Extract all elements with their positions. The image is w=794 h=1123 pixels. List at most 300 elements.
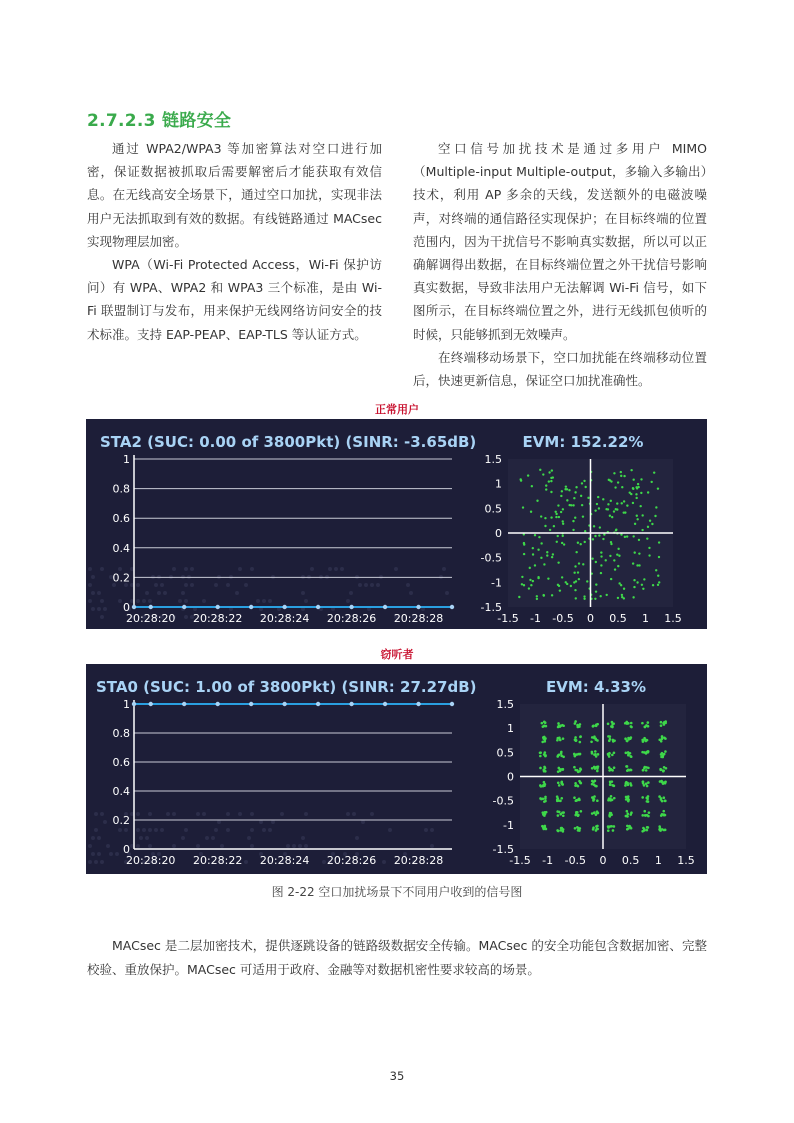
constellation-point xyxy=(607,753,610,756)
constellation-point xyxy=(620,471,622,473)
constellation-point xyxy=(583,595,585,597)
y-tick-label: 0 xyxy=(123,601,130,614)
texture-dot xyxy=(235,591,239,595)
texture-dot xyxy=(382,860,386,864)
texture-dot xyxy=(370,583,374,587)
data-point xyxy=(282,702,286,706)
paragraph: 空口信号加扰技术是通过多用户 MIMO（Multiple-input Multiple-output，多输入多输出）技术，利用 AP 多余的天线，发送额外的电磁波噪声，对终端的通信路径实现保护；在目标终端的位置范围内，因为干扰信号不影响真实数据，所以可以正确解调得出数据，在目标终端位置之外干扰信号影响真实数据，导致非法用户无法解调 Wi-Fi 信号，如下图所示，在目标终端位置之外，进行无线抓包侦听的时候，只能够抓到无效噪声。 xyxy=(413,141,707,342)
constellation-point xyxy=(610,795,613,798)
y-tick-label: -1.5 xyxy=(480,601,502,614)
x-tick-label: -1 xyxy=(530,612,541,625)
texture-dot xyxy=(280,812,284,816)
constellation-point xyxy=(650,481,652,483)
constellation-point xyxy=(613,472,615,474)
constellation-point xyxy=(630,469,632,471)
constellation-point xyxy=(616,502,618,504)
x-tick-label: 20:28:24 xyxy=(259,612,310,625)
constellation-point xyxy=(630,725,633,728)
constellation-point xyxy=(573,766,576,769)
constellation-point xyxy=(629,491,631,493)
constellation-point xyxy=(536,595,538,597)
constellation-point xyxy=(623,475,625,477)
constellation-point xyxy=(602,498,604,500)
constellation-point xyxy=(594,535,596,537)
constellation-point xyxy=(556,829,559,832)
texture-dot xyxy=(100,599,104,603)
constellation-point xyxy=(544,525,546,527)
texture-dot xyxy=(94,828,98,832)
texture-dot xyxy=(118,599,122,603)
constellation-point xyxy=(581,504,583,506)
data-point xyxy=(450,702,454,706)
texture-dot xyxy=(238,567,242,571)
constellation-point xyxy=(649,520,651,522)
texture-dot xyxy=(424,828,428,832)
texture-dot xyxy=(292,844,296,848)
texture-dot xyxy=(328,567,332,571)
texture-dot xyxy=(202,599,206,603)
constellation-point xyxy=(621,486,623,488)
constellation-point xyxy=(563,543,565,545)
x-tick-label: -1 xyxy=(542,854,554,867)
constellation-point xyxy=(529,579,531,581)
constellation-point xyxy=(640,492,642,494)
texture-dot xyxy=(157,591,161,595)
constellation-point xyxy=(648,811,651,814)
constellation-point xyxy=(617,548,619,550)
constellation-point xyxy=(630,755,633,758)
constellation-point xyxy=(623,588,625,590)
constellation-point xyxy=(647,526,649,528)
constellation-point xyxy=(645,724,648,727)
texture-dot xyxy=(148,812,152,816)
x-tick-label: 20:28:20 xyxy=(126,854,176,867)
constellation-point xyxy=(543,766,546,769)
constellation-point xyxy=(560,797,563,800)
constellation-point xyxy=(577,542,579,544)
constellation-point xyxy=(550,491,552,493)
constellation-point xyxy=(562,737,565,740)
constellation-point xyxy=(626,739,629,742)
texture-dot xyxy=(388,828,392,832)
texture-dot xyxy=(160,828,164,832)
constellation-point xyxy=(584,541,586,543)
constellation-point xyxy=(539,469,541,471)
texture-dot xyxy=(442,567,446,571)
paragraph: 通过 WPA2/WPA3 等加密算法对空口进行加密，保证数据被抓取后需要解密后才能获取有效信息。在无线高安全场景下，通过空口加扰，实现非法用户无法抓取到有效的数据。有线链路通过 MACsec 实现物理层加密。 xyxy=(87,141,382,249)
constellation-point xyxy=(636,518,638,520)
constellation-point xyxy=(639,505,641,507)
constellation-point xyxy=(582,515,584,517)
texture-dot xyxy=(154,828,158,832)
texture-dot xyxy=(142,599,146,603)
chart-title: EVM: 152.22% xyxy=(522,433,644,451)
constellation-point xyxy=(663,736,666,739)
y-tick-label: 0.4 xyxy=(112,785,130,798)
constellation-point xyxy=(539,767,542,770)
data-point xyxy=(383,605,387,609)
texture-dot xyxy=(154,583,158,587)
constellation-point xyxy=(655,506,657,508)
chart-title: EVM: 4.33% xyxy=(545,678,647,696)
constellation-point xyxy=(594,737,597,740)
texture-dot xyxy=(352,812,356,816)
texture-dot xyxy=(148,844,152,848)
x-tick-label: 20:28:22 xyxy=(192,854,243,867)
y-tick-label: 1 xyxy=(507,722,514,736)
constellation-point xyxy=(540,557,542,559)
x-tick-label: 1.5 xyxy=(677,854,695,867)
constellation-point xyxy=(647,815,650,818)
constellation-point xyxy=(544,800,547,803)
constellation-point xyxy=(593,753,596,756)
constellation-point xyxy=(662,770,665,773)
texture-dot xyxy=(163,591,167,595)
constellation-point xyxy=(557,535,559,537)
section-title: 2.7.2.3 链路安全 xyxy=(87,111,232,131)
constellation-point xyxy=(553,525,555,527)
texture-dot xyxy=(148,599,152,603)
constellation-point xyxy=(541,722,544,725)
constellation-point xyxy=(557,726,560,729)
texture-dot xyxy=(145,591,149,595)
constellation-point xyxy=(573,497,575,499)
constellation-point xyxy=(570,585,572,587)
texture-dot xyxy=(181,836,185,840)
constellation-point xyxy=(662,722,665,725)
constellation-point xyxy=(579,741,582,744)
y-tick-label: 1.5 xyxy=(496,698,514,711)
constellation-point xyxy=(614,486,616,488)
texture-dot xyxy=(346,599,350,603)
constellation-point xyxy=(600,555,602,557)
constellation-point xyxy=(615,508,617,510)
texture-dot xyxy=(301,591,305,595)
constellation-point xyxy=(599,595,601,597)
constellation-point xyxy=(574,814,577,817)
constellation-point xyxy=(577,753,580,756)
texture-dot xyxy=(124,828,128,832)
constellation-point xyxy=(591,558,593,560)
constellation-point xyxy=(657,487,659,489)
data-point xyxy=(282,605,286,609)
constellation-point xyxy=(623,500,625,502)
constellation-point xyxy=(532,547,534,549)
x-tick-label: 20:28:26 xyxy=(326,612,377,625)
constellation-point xyxy=(593,811,596,814)
constellation-point xyxy=(615,529,617,531)
constellation-point xyxy=(657,575,659,577)
texture-dot xyxy=(304,599,308,603)
constellation-point xyxy=(556,541,558,543)
constellation-point xyxy=(562,811,565,814)
texture-dot xyxy=(370,812,374,816)
constellation-point xyxy=(660,721,663,724)
texture-dot xyxy=(97,591,101,595)
constellation-point xyxy=(550,477,552,479)
data-point xyxy=(215,702,219,706)
constellation-point xyxy=(608,479,610,481)
constellation-point xyxy=(539,755,542,758)
constellation-point xyxy=(641,830,644,833)
constellation-point xyxy=(593,525,595,527)
texture-dot xyxy=(226,583,230,587)
chart-svg xyxy=(86,664,707,874)
constellation-point xyxy=(566,488,568,490)
constellation-point xyxy=(645,797,648,800)
constellation-point xyxy=(626,813,629,816)
constellation-point xyxy=(557,782,560,785)
constellation-point xyxy=(579,735,582,738)
constellation-point xyxy=(607,826,610,829)
constellation-point xyxy=(558,811,561,814)
constellation-point xyxy=(531,485,533,487)
data-point xyxy=(132,702,136,706)
y-tick-label: 0.8 xyxy=(112,727,130,740)
texture-dot xyxy=(184,583,188,587)
constellation-point xyxy=(598,534,600,536)
constellation-point xyxy=(579,723,582,726)
texture-dot xyxy=(88,599,92,603)
constellation-point xyxy=(664,829,667,832)
constellation-point xyxy=(578,562,580,564)
constellation-point xyxy=(643,810,646,813)
texture-dot xyxy=(184,567,188,571)
texture-dot xyxy=(88,567,92,571)
constellation-point xyxy=(577,799,580,802)
constellation-point xyxy=(521,583,523,585)
constellation-point xyxy=(551,556,553,558)
texture-dot xyxy=(220,844,224,848)
constellation-point xyxy=(560,495,562,497)
constellation-point xyxy=(574,736,577,739)
constellation-point xyxy=(616,553,618,555)
constellation-point xyxy=(550,480,552,482)
constellation-point xyxy=(617,481,619,483)
texture-dot xyxy=(136,844,140,848)
constellation-point xyxy=(543,784,546,787)
constellation-point xyxy=(638,539,640,541)
constellation-point xyxy=(637,486,639,488)
texture-dot xyxy=(217,820,221,824)
data-point xyxy=(249,605,253,609)
texture-dot xyxy=(88,583,92,587)
constellation-point xyxy=(539,751,542,754)
texture-dot xyxy=(349,591,353,595)
data-point xyxy=(349,702,353,706)
constellation-point xyxy=(595,561,597,563)
constellation-point xyxy=(658,556,660,558)
texture-dot xyxy=(310,567,314,571)
constellation-point xyxy=(658,581,660,583)
constellation-point xyxy=(613,825,616,828)
texture-dot xyxy=(142,828,146,832)
constellation-point xyxy=(575,486,577,488)
constellation-point xyxy=(647,721,650,724)
constellation-point xyxy=(662,796,665,799)
constellation-point xyxy=(523,543,525,545)
constellation-point xyxy=(609,781,612,784)
texture-dot xyxy=(286,844,290,848)
texture-dot xyxy=(205,836,209,840)
constellation-point xyxy=(643,828,646,831)
texture-dot xyxy=(304,844,308,848)
constellation-point xyxy=(613,785,616,788)
constellation-point xyxy=(580,543,582,545)
constellation-point xyxy=(641,796,644,799)
constellation-point xyxy=(575,597,577,599)
texture-dot xyxy=(430,828,434,832)
constellation-point xyxy=(596,811,599,814)
constellation-point xyxy=(657,584,659,586)
constellation-point xyxy=(540,798,543,801)
x-tick-label: 1 xyxy=(654,854,662,867)
constellation-point xyxy=(632,562,634,564)
constellation-point xyxy=(641,529,643,531)
constellation-point xyxy=(561,576,563,578)
constellation-point xyxy=(609,555,611,557)
x-tick-label: -0.5 xyxy=(564,854,587,867)
constellation-point xyxy=(546,551,548,553)
constellation-point xyxy=(574,782,577,785)
texture-dot xyxy=(100,812,104,816)
texture-dot xyxy=(172,812,176,816)
y-tick-label: 1.5 xyxy=(484,453,502,466)
constellation-point xyxy=(600,551,602,553)
constellation-point xyxy=(572,520,574,522)
texture-dot xyxy=(97,836,101,840)
constellation-point xyxy=(641,514,643,516)
texture-dot xyxy=(256,599,260,603)
texture-dot xyxy=(346,812,350,816)
constellation-point xyxy=(594,750,597,753)
constellation-point xyxy=(661,735,664,738)
constellation-point xyxy=(518,596,520,598)
y-tick-label: -0.5 xyxy=(492,794,514,808)
constellation-point xyxy=(559,813,562,816)
constellation-point xyxy=(617,565,619,567)
chart-label-eavesdropper: 窃听者 xyxy=(380,648,414,661)
constellation-point xyxy=(532,580,534,582)
constellation-point xyxy=(621,502,623,504)
constellation-point xyxy=(642,588,644,590)
y-tick-label: 0.4 xyxy=(112,541,130,555)
x-tick-label: 1.5 xyxy=(664,612,682,625)
constellation-point xyxy=(557,561,559,563)
constellation-point xyxy=(573,572,575,574)
texture-dot xyxy=(376,583,380,587)
constellation-point xyxy=(592,538,594,540)
data-point xyxy=(349,605,353,609)
texture-dot xyxy=(115,852,119,856)
constellation-point xyxy=(610,825,613,828)
x-tick-label: 20:28:26 xyxy=(326,854,377,867)
constellation-point xyxy=(609,515,611,517)
constellation-point xyxy=(600,572,602,574)
constellation-point xyxy=(547,577,549,579)
constellation-point xyxy=(654,515,656,517)
constellation-point xyxy=(607,508,609,510)
texture-dot xyxy=(91,836,95,840)
constellation-point xyxy=(592,828,595,831)
constellation-point xyxy=(662,754,665,757)
constellation-point xyxy=(613,559,615,561)
constellation-point xyxy=(614,568,616,570)
paragraph: MACsec 是二层加密技术，提供逐跳设备的链路级数据安全传输。MACsec 的安全功能包含数据加密、完整校验、重放保护。MACsec 可适用于政府、金融等对数据机密性要求较高的场景。 xyxy=(87,938,707,977)
constellation-point xyxy=(554,511,556,513)
constellation-point xyxy=(626,535,628,537)
constellation-point xyxy=(599,526,601,528)
x-tick-label: -1.5 xyxy=(497,612,519,625)
data-point xyxy=(182,702,186,706)
constellation-point xyxy=(608,797,611,800)
constellation-point xyxy=(662,782,665,785)
data-point xyxy=(132,605,136,609)
constellation-point xyxy=(660,740,663,743)
constellation-point xyxy=(633,579,635,581)
constellation-point xyxy=(664,750,667,753)
constellation-point xyxy=(574,517,576,519)
y-tick-label: -1.5 xyxy=(492,843,514,856)
y-tick-label: 0.6 xyxy=(112,756,130,769)
constellation-point xyxy=(581,482,583,484)
constellation-point xyxy=(640,478,642,480)
constellation-point xyxy=(596,825,599,828)
constellation-point xyxy=(642,769,645,772)
constellation-point xyxy=(660,797,663,800)
constellation-point xyxy=(610,578,612,580)
constellation-point xyxy=(532,553,534,555)
texture-dot xyxy=(91,591,95,595)
constellation-point xyxy=(610,541,612,543)
constellation-point xyxy=(573,796,576,799)
constellation-point xyxy=(608,769,611,772)
texture-dot xyxy=(91,575,95,579)
texture-dot xyxy=(226,812,230,816)
constellation-point xyxy=(629,737,632,740)
chart-label-normal-user: 正常用户 xyxy=(375,403,419,416)
constellation-point xyxy=(647,826,650,829)
constellation-point xyxy=(551,469,553,471)
texture-dot xyxy=(394,567,398,571)
texture-dot xyxy=(214,828,218,832)
texture-dot xyxy=(445,591,449,595)
texture-dot xyxy=(118,828,122,832)
constellation-point xyxy=(570,504,572,506)
texture-dot xyxy=(190,567,194,571)
constellation-point xyxy=(635,493,637,495)
constellation-point xyxy=(647,751,650,754)
constellation-point xyxy=(576,784,579,787)
constellation-point xyxy=(662,810,665,813)
texture-dot xyxy=(97,852,101,856)
constellation-point xyxy=(602,538,604,540)
constellation-point xyxy=(574,565,576,567)
y-tick-label: 1 xyxy=(495,477,502,491)
texture-dot xyxy=(184,615,188,619)
constellation-point xyxy=(556,739,559,742)
constellation-point xyxy=(647,491,649,493)
texture-dot xyxy=(340,567,344,571)
data-point xyxy=(316,605,320,609)
constellation-point xyxy=(595,590,597,592)
constellation-point xyxy=(544,517,546,519)
constellation-point xyxy=(561,542,563,544)
constellation-point xyxy=(595,725,598,728)
texture-dot xyxy=(298,844,302,848)
constellation-point xyxy=(653,471,655,473)
texture-dot xyxy=(268,599,272,603)
